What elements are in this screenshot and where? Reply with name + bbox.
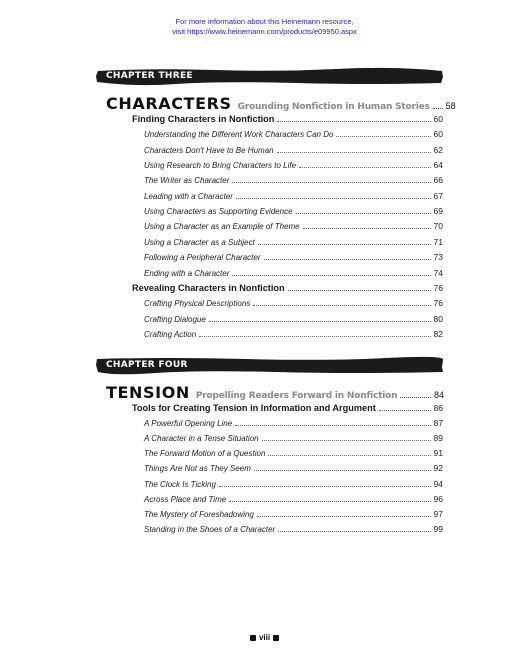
toc-subsection-entry[interactable] (144, 479, 443, 489)
toc-section-entry[interactable] (132, 403, 443, 413)
page-number: 58 (445, 101, 456, 111)
page-number: 80 (433, 313, 443, 324)
chapter-four-banner (96, 357, 444, 374)
toc-subsection-entry[interactable] (144, 418, 443, 428)
chapter-title: TENSION (106, 383, 190, 402)
chapter-title: CHARACTERS (106, 94, 232, 113)
entry-title: The Writer as Character (144, 176, 230, 186)
entry-title: Revealing Characters in Nonfiction (132, 282, 285, 293)
toc-section-entry[interactable] (132, 283, 443, 293)
folio-square-icon (273, 635, 279, 641)
dot-leader (236, 194, 431, 199)
entry-title: Characters Don't Have to Be Human (144, 145, 274, 155)
entry-title: Things Are Not as They Seem (144, 464, 251, 474)
dot-leader (235, 421, 430, 426)
dot-leader (199, 332, 430, 337)
toc-section-entry[interactable] (132, 114, 443, 124)
entry-title: Leading with a Character (144, 191, 233, 201)
resource-note (0, 17, 529, 37)
entry-title: Following a Peripheral Character (144, 253, 261, 263)
toc-subsection-entry[interactable] (144, 129, 443, 139)
dot-leader (258, 240, 431, 245)
toc-subsection-entry[interactable] (144, 509, 443, 519)
page-number: 92 (433, 463, 443, 474)
dot-leader (379, 406, 431, 411)
dot-leader (264, 255, 431, 260)
toc-subsection-entry[interactable] (144, 237, 443, 247)
toc-subsection-entry[interactable] (144, 329, 443, 339)
toc-subsection-entry[interactable] (144, 494, 443, 504)
dot-leader (253, 301, 430, 306)
chapter-subtitle: Propelling Readers Forward in Nonfiction (195, 391, 398, 401)
dot-leader (232, 271, 430, 276)
toc-subsection-entry[interactable] (144, 160, 443, 170)
toc-subsection-entry[interactable] (144, 268, 443, 278)
dot-leader (303, 224, 431, 229)
dot-leader (232, 178, 430, 183)
dot-leader (288, 286, 431, 291)
dot-leader (433, 103, 443, 109)
page-number: 64 (433, 160, 443, 171)
page-number: 60 (433, 129, 443, 140)
entry-title: Using Characters as Supporting Evidence (144, 207, 293, 217)
page-number: 76 (433, 282, 443, 293)
page-number: 86 (433, 403, 443, 413)
page-number: 97 (433, 508, 443, 519)
page-number: 66 (433, 175, 443, 186)
dot-leader (277, 148, 431, 153)
page-number: 87 (433, 418, 443, 429)
page-number: 91 (433, 448, 443, 459)
page-number: 74 (433, 267, 443, 278)
chapter-label: CHAPTER FOUR (106, 360, 188, 370)
toc-subsection-entry[interactable] (144, 145, 443, 155)
entry-title: Crafting Action (144, 329, 197, 339)
entry-title: Ending with a Character (144, 268, 230, 278)
toc-subsection-entry[interactable] (144, 191, 443, 201)
entry-title: A Powerful Opening Line (144, 419, 233, 429)
page-number: 70 (433, 221, 443, 232)
dot-leader (296, 209, 431, 214)
dot-leader (400, 392, 431, 398)
entry-title: Understanding the Different Work Characters Can Do (144, 130, 334, 140)
dot-leader (278, 527, 430, 532)
page-number: 60 (433, 114, 443, 124)
dot-leader (219, 482, 431, 487)
toc-subsection-entry[interactable] (144, 448, 443, 458)
dot-leader (336, 132, 430, 137)
page-number: 76 (433, 298, 443, 309)
chapter-title-row[interactable] (106, 94, 456, 116)
page-number: 67 (433, 190, 443, 201)
chapter-label: CHAPTER THREE (106, 71, 193, 81)
entry-title: Crafting Physical Descriptions (144, 299, 251, 309)
entry-title: The Clock Is Ticking (144, 479, 216, 489)
toc-subsection-entry[interactable] (144, 314, 443, 324)
page-number: 84 (433, 390, 444, 400)
page-footer (0, 633, 529, 642)
dot-leader (299, 163, 430, 168)
toc-subsection-entry[interactable] (144, 524, 443, 534)
dot-leader (268, 451, 430, 456)
toc-subsection-entry[interactable] (144, 298, 443, 308)
page-number: 73 (433, 252, 443, 263)
entry-title: Crafting Dialogue (144, 314, 206, 324)
chapter-three-banner (96, 68, 444, 85)
page-number: 99 (433, 523, 443, 534)
chapter-title-row[interactable] (106, 383, 444, 405)
toc-subsection-entry[interactable] (144, 175, 443, 185)
toc-subsection-entry[interactable] (144, 252, 443, 262)
toc-subsection-entry[interactable] (144, 206, 443, 216)
page-number: 71 (433, 236, 443, 247)
page-number: 62 (433, 144, 443, 155)
entry-title: Using Research to Bring Characters to Life (144, 161, 297, 171)
page-number: 82 (433, 328, 443, 339)
resource-note-link[interactable]: visit https://www.heinemann.com/products/e09950.aspx (172, 27, 357, 36)
entry-title: Using a Character as an Example of Theme (144, 222, 300, 232)
dot-leader (209, 317, 431, 322)
resource-note-line-1: For more information about this Heinemann resource, (175, 17, 354, 26)
chapter-subtitle: Grounding Nonfiction in Human Stories (237, 102, 430, 112)
entry-title: Across Place and Time (144, 494, 227, 504)
entry-title: The Forward Motion of a Question (144, 449, 266, 459)
entry-title: A Character in a Tense Situation (144, 434, 259, 444)
page-number: 69 (433, 206, 443, 217)
folio-square-icon (250, 635, 256, 641)
dot-leader (262, 436, 431, 441)
folio: viii (258, 633, 271, 642)
dot-leader (254, 466, 431, 471)
entry-title: Standing in the Shoes of a Character (144, 524, 276, 534)
page-number: 89 (433, 433, 443, 444)
toc-subsection-entry[interactable] (144, 463, 443, 473)
entry-title: Finding Characters in Nonfiction (132, 114, 275, 124)
entry-title: Using a Character as a Subject (144, 237, 255, 247)
toc-subsection-entry[interactable] (144, 221, 443, 231)
entry-title: The Mystery of Foreshadowing (144, 509, 254, 519)
dot-leader (229, 497, 430, 502)
dot-leader (277, 117, 430, 122)
page-number: 96 (433, 493, 443, 504)
entry-title: Tools for Creating Tension in Information and Argument (132, 403, 376, 413)
page-number: 94 (433, 478, 443, 489)
toc-subsection-entry[interactable] (144, 433, 443, 443)
dot-leader (257, 512, 431, 517)
